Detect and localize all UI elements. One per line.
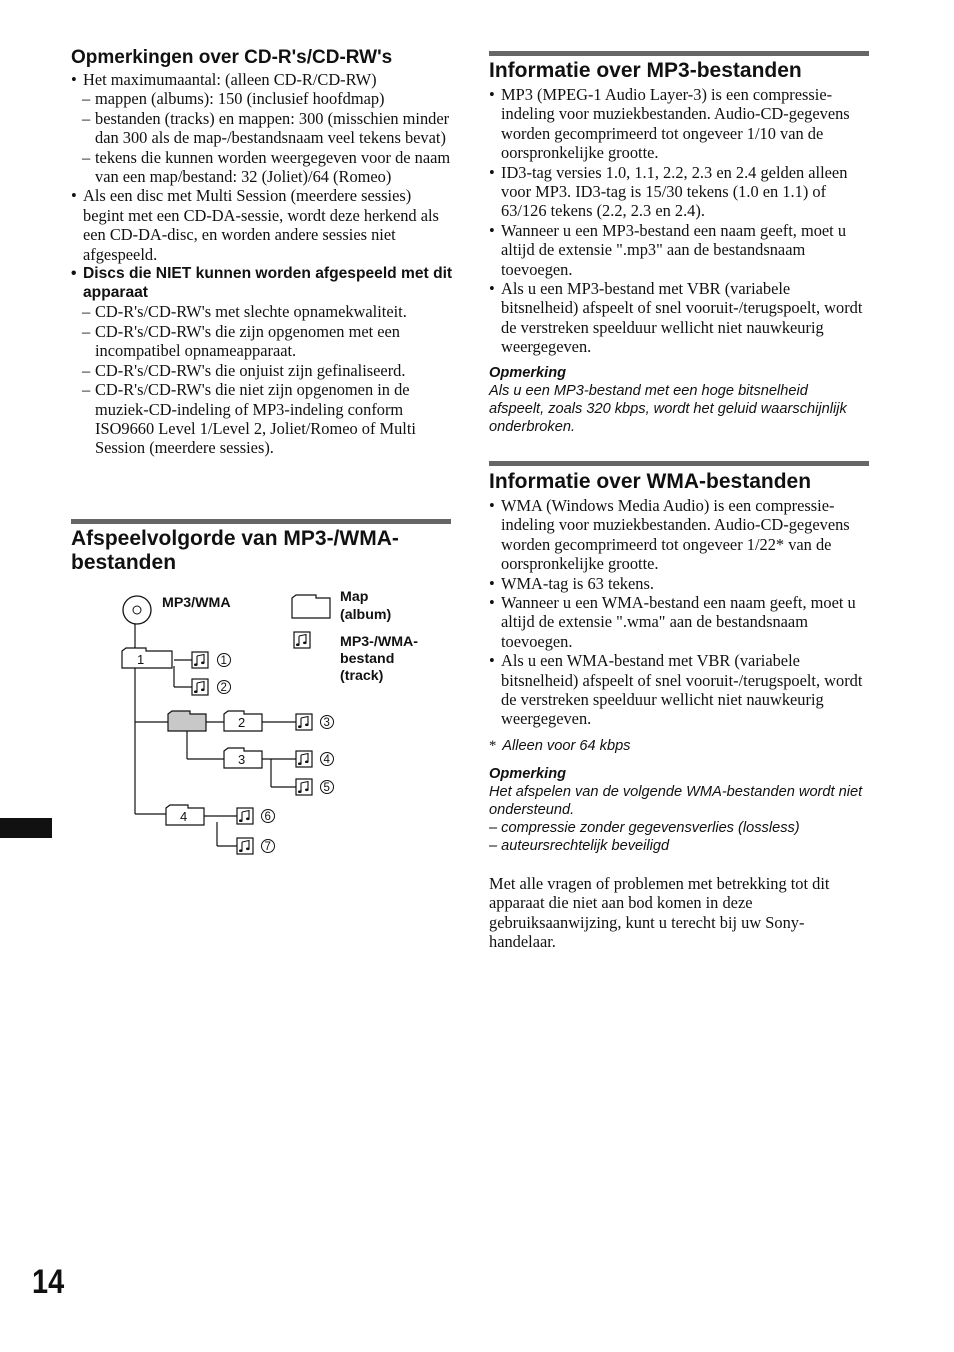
track-2 [192,679,231,695]
folder-1-icon [122,648,172,668]
note-line: Het afspelen van de volgende WMA-bestanden wordt niet ondersteund. [489,784,863,818]
folder-tree-diagram [110,582,450,862]
svg-text:5: 5 [323,782,330,794]
list-item: • MP3 (MPEG-1 Audio Layer-3) is een compressie-indeling voor muziekbestanden. Audio-CD-gegevens worden gecomprimeerd tot ongeveer 1/10 van de oorspronkelijke grootte. [489,85,870,163]
list-item: • ID3-tag versies 1.0, 1.1, 2.2, 2.3 en 2.4 gelden alleen voor MP3. ID3-tag is 15/30 tekens (1.0 en 1.1) of 63/126 tekens (2.2, 2.3 en 2.4). [489,163,870,221]
svg-text:1: 1 [137,652,145,667]
cdr-heading: Opmerkingen over CD-R's/CD-RW's [71,47,393,68]
legend-file-line1: MP3-/WMA- [340,634,419,650]
wma-list [489,496,870,729]
list-item: • Het maximumaantal: (alleen CD-R/CD-RW) – mappen (albums): 150 (inclusief hoofdmap) – bestanden (tracks) en mappen: 300 (misschien minder dan 300 als de map-/bestandsnaam veel tekens bevat) – tekens die kunnen worden weergegeven voor de naam van een map/bestand: 32 (Joliet)/64 (Romeo) [71,70,453,186]
music-note-icon [237,808,253,824]
folder-2-icon [224,711,262,731]
section-rule [71,519,451,524]
svg-text:4: 4 [323,754,330,766]
list-item: • Als een disc met Multi Session (meerdere sessies) begint met een CD-DA-sessie, wordt deze herkend als een CD-DA-disc, en worden andere sessies niet afgespeeld. [71,186,453,264]
section-rule [489,461,869,466]
folder-4-icon [166,805,204,825]
cdr-list [71,70,453,458]
order-title: Afspeelvolgorde van MP3-/WMA- bestanden [71,527,399,574]
legend-folder-icon [292,595,330,618]
music-note-icon [192,652,208,668]
sub-item: – tekens die kunnen worden weergegeven voor de naam van een map/bestand: 32 (Joliet)/64 (Romeo) [82,148,453,187]
legend-folder-line1: Map [340,589,369,605]
svg-text:2: 2 [220,682,227,694]
music-note-icon [296,714,312,730]
page-number: 14 [32,1263,65,1301]
legend-music-note-icon [294,632,310,648]
track-1 [192,652,231,668]
mp3-title: Informatie over MP3-bestanden [489,59,802,82]
svg-text:7: 7 [264,841,271,853]
root-label: MP3/WMA [162,595,231,611]
disc-icon [123,596,151,624]
legend-file-line2: bestand [340,651,395,667]
list-item: • Als u een MP3-bestand met VBR (variabele bitsnelheid) afspeelt of snel vooruit-/terugspoelt, wordt de verstreken speelduur wellicht niet nauwkeurig weergegeven. [489,279,870,357]
wma-footnote: * Alleen voor 64 kbps [489,738,631,754]
wma-note [489,765,869,855]
music-note-icon [296,779,312,795]
sub-item: – mappen (albums): 150 (inclusief hoofdmap) [82,89,453,108]
list-item: • Wanneer u een WMA-bestand een naam geeft, moet u altijd de extensie ".wma" aan de bestandsnaam toevoegen. [489,593,870,651]
section-rule [489,51,869,56]
list-item: • WMA-tag is 63 tekens. [489,574,870,593]
list-item-bold: • Discs die NIET kunnen worden afgespeeld met dit apparaat – CD-R's/CD-RW's met slechte opnamekwaliteit. – CD-R's/CD-RW's die zijn opgenomen met een incompatibel opnameapparaat. – CD-R's/CD-RW's die onjuist zijn gefinaliseerd. – CD-R's/CD-RW's die niet zijn opgenomen in de muziek-CD-indeling of MP3-indeling conform ISO9660 Level 1/Level 2, Joliet/Romeo of Multi Session (meerdere sessies). [71,264,453,458]
track-3 [296,714,334,730]
sub-item: – CD-R's/CD-RW's die niet zijn opgenomen in de muziek-CD-indeling of MP3-indeling conform ISO9660 Level 1/Level 2, Joliet/Romeo of Multi Session (meerdere sessies). [82,380,453,458]
list-item: • Wanneer u een MP3-bestand een naam geeft, moet u altijd de extensie ".mp3" aan de bestandsnaam toevoegen. [489,221,870,279]
list-item: • Als u een WMA-bestand met VBR (variabele bitsnelheid) afspeelt of snel vooruit-/terugspoelt, wordt de verstreken speelduur wellicht niet nauwkeurig weergegeven. [489,651,870,729]
svg-text:3: 3 [238,752,246,767]
sub-item: – bestanden (tracks) en mappen: 300 (misschien minder dan 300 als de map-/bestandsnaam veel tekens bevat) [82,109,453,148]
svg-text:3: 3 [323,717,330,729]
sub-item: – CD-R's/CD-RW's die zijn opgenomen met een incompatibel opnameapparaat. [82,322,453,361]
track-5 [296,779,334,795]
legend-folder-line2: (album) [340,607,392,623]
wma-title: Informatie over WMA-bestanden [489,470,812,493]
svg-text:6: 6 [264,811,271,823]
note-title: Opmerking [489,365,567,381]
note-line: – compressie zonder gegevensverlies (lossless) [489,820,800,836]
note-title: Opmerking [489,766,567,782]
mp3-list [489,85,870,357]
svg-text:4: 4 [180,809,188,824]
folder-3-icon [224,748,262,768]
track-7 [237,838,275,854]
folder-grey-icon [168,711,206,731]
note-line: – auteursrechtelijk beveiligd [489,838,670,854]
track-4 [296,751,334,767]
sub-item: – CD-R's/CD-RW's met slechte opnamekwaliteit. [82,302,453,321]
closing-paragraph: Met alle vragen of problemen met betrekking tot dit apparaat die niet aan bod komen in deze gebruiksaanwijzing, kunt u terecht bij uw Sony-handelaar. [489,874,830,952]
sub-item: – CD-R's/CD-RW's die onjuist zijn gefinaliseerd. [82,361,453,380]
music-note-icon [192,679,208,695]
chapter-tab-marker [0,818,52,838]
music-note-icon [237,838,253,854]
legend-file-line3: (track) [340,668,384,684]
note-text: Als u een MP3-bestand met een hoge bitsnelheid afspeelt, zoals 320 kbps, wordt het geluid waarschijnlijk onderbroken. [489,383,847,435]
list-item: • WMA (Windows Media Audio) is een compressie-indeling voor muziekbestanden. Audio-CD-gegevens worden gecomprimeerd tot ongeveer 1/22* van de oorspronkelijke grootte. [489,496,870,574]
svg-text:1: 1 [220,655,227,667]
mp3-note [489,364,859,436]
svg-text:2: 2 [238,715,246,730]
folder-tree-svg [110,582,450,862]
track-6 [237,808,275,824]
music-note-icon [296,751,312,767]
